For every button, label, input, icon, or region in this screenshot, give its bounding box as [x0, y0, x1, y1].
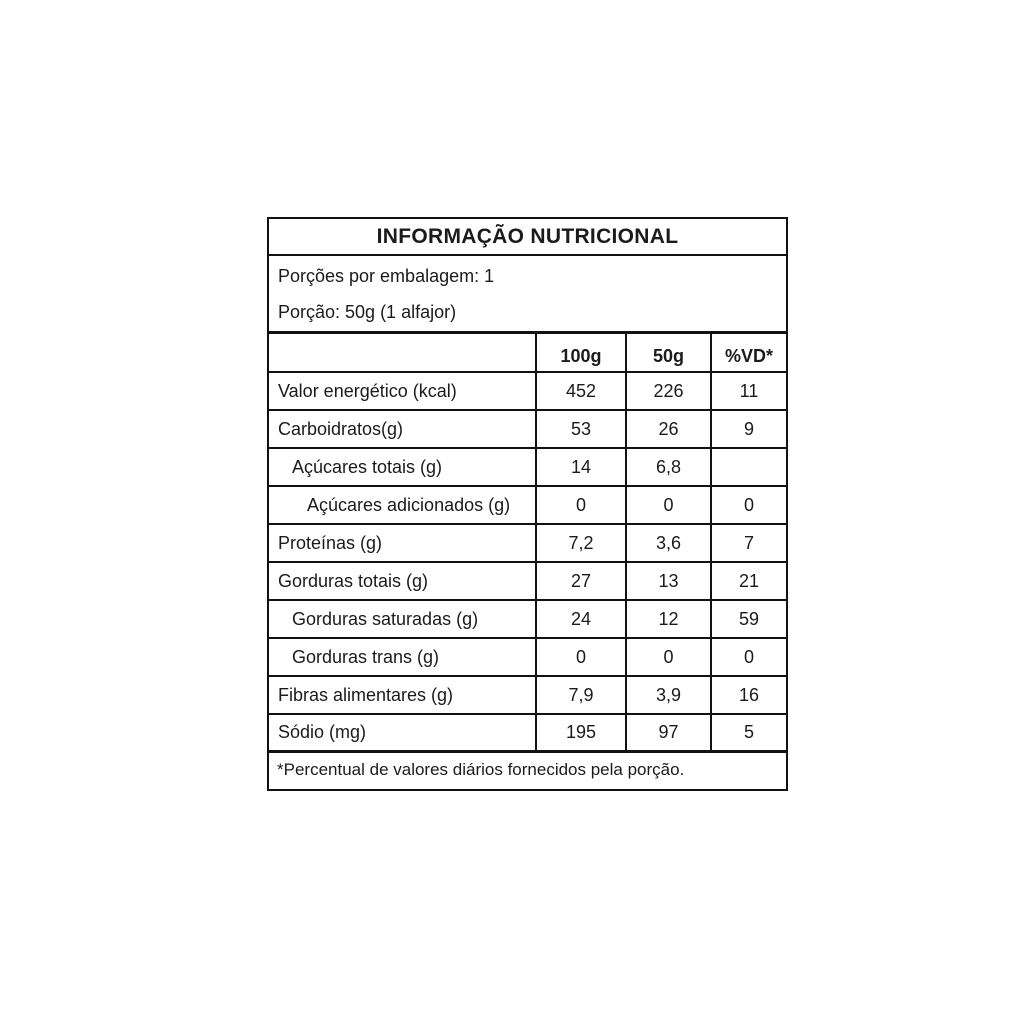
nutrient-label: Açúcares adicionados (g) — [307, 494, 511, 515]
value-50g: 0 — [625, 639, 710, 675]
column-header-100g: 100g — [535, 334, 625, 371]
value-50g: 0 — [625, 487, 710, 523]
value-100g: 195 — [535, 715, 625, 750]
value-100g: 452 — [535, 373, 625, 409]
value-vd: 0 — [710, 639, 786, 675]
serving-info-section — [269, 256, 786, 334]
value-50g: 13 — [625, 563, 710, 599]
portion-size: Porção: 50g (1 alfajor) — [278, 302, 457, 322]
nutrient-label: Proteínas (g) — [278, 532, 383, 553]
nutrient-row-protein — [269, 525, 786, 563]
nutrient-label: Carboidratos(g) — [278, 418, 404, 439]
nutrient-row-fiber — [269, 677, 786, 715]
nutrient-label: Valor energético (kcal) — [278, 380, 457, 401]
nutrient-row-total-fat — [269, 563, 786, 601]
table-title: INFORMAÇÃO NUTRICIONAL — [269, 219, 786, 256]
value-vd: 9 — [710, 411, 786, 447]
value-vd: 0 — [710, 487, 786, 523]
value-50g: 6,8 — [625, 449, 710, 485]
value-vd — [710, 449, 786, 485]
column-header-row — [269, 334, 786, 373]
value-50g: 26 — [625, 411, 710, 447]
value-vd: 16 — [710, 677, 786, 713]
nutrient-row-saturated-fat — [269, 601, 786, 639]
value-50g: 97 — [625, 715, 710, 750]
nutrient-row-total-sugars — [269, 449, 786, 487]
value-100g: 0 — [535, 639, 625, 675]
value-100g: 53 — [535, 411, 625, 447]
column-header-blank — [269, 334, 535, 371]
value-100g: 27 — [535, 563, 625, 599]
nutrient-label: Gorduras totais (g) — [278, 570, 429, 591]
value-vd: 11 — [710, 373, 786, 409]
value-50g: 3,6 — [625, 525, 710, 561]
nutrient-label: Fibras alimentares (g) — [278, 684, 454, 705]
footnote: *Percentual de valores diários fornecidos pela porção. — [277, 760, 685, 779]
nutrition-table — [267, 217, 788, 791]
servings-per-package: Porções por embalagem: 1 — [278, 266, 495, 286]
value-100g: 7,9 — [535, 677, 625, 713]
value-vd: 7 — [710, 525, 786, 561]
nutrient-label: Gorduras trans (g) — [292, 646, 440, 667]
value-100g: 0 — [535, 487, 625, 523]
value-100g: 24 — [535, 601, 625, 637]
nutrient-row-carbs — [269, 411, 786, 449]
value-50g: 3,9 — [625, 677, 710, 713]
column-header-vd: %VD* — [710, 334, 786, 371]
nutrient-row-energy — [269, 373, 786, 411]
value-vd: 21 — [710, 563, 786, 599]
value-50g: 12 — [625, 601, 710, 637]
nutrient-row-trans-fat — [269, 639, 786, 677]
nutrient-label: Açúcares totais (g) — [292, 456, 443, 477]
value-vd: 5 — [710, 715, 786, 750]
nutrient-row-added-sugars — [269, 487, 786, 525]
nutrient-row-sodium — [269, 715, 786, 753]
value-100g: 14 — [535, 449, 625, 485]
value-vd: 59 — [710, 601, 786, 637]
value-100g: 7,2 — [535, 525, 625, 561]
nutrient-label: Gorduras saturadas (g) — [292, 608, 479, 629]
value-50g: 226 — [625, 373, 710, 409]
nutrient-label: Sódio (mg) — [278, 722, 367, 742]
column-header-50g: 50g — [625, 334, 710, 371]
